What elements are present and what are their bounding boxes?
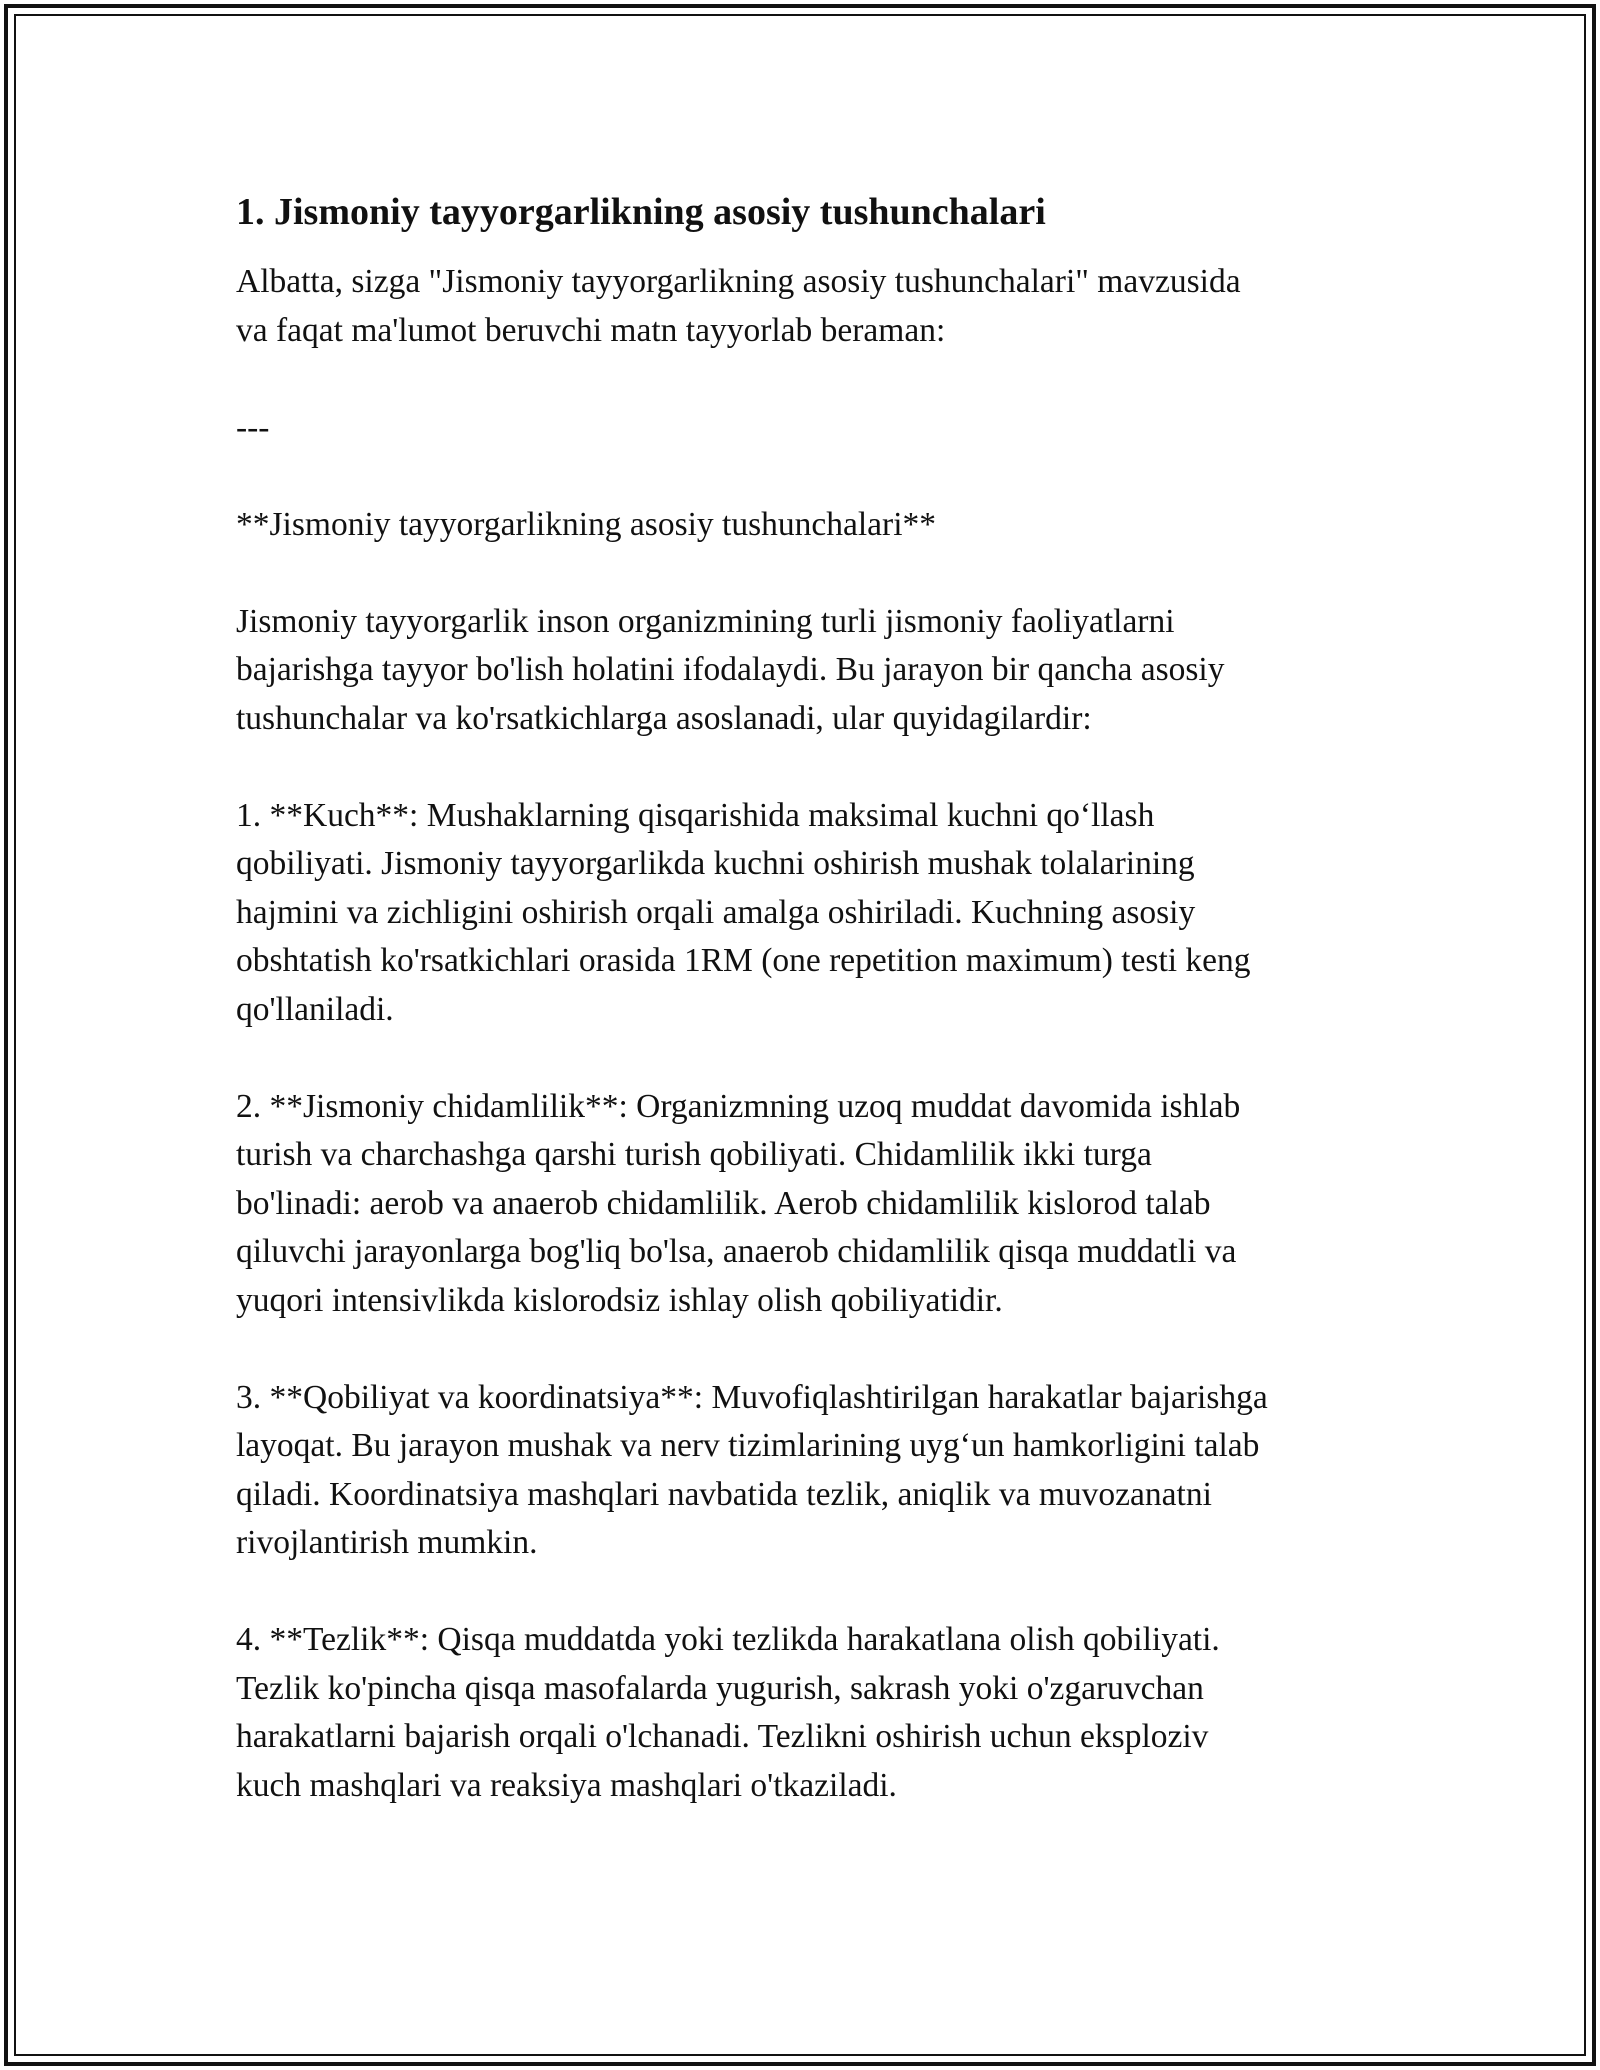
list-item-tezlik: 4. **Tezlik**: Qisqa muddatda yoki tezlikda harakatlana olish qobiliyati. Tezlik ko'pincha qisqa masofalarda yugurish, sakrash yoki o'zgaruvchan harakatlarni bajarish orqali o'lchanadi. Tezlikni oshirish uchun eksploziv kuch mashqlari va reaksiya mashqlari o'tkaziladi. <box>236 1621 1220 1804</box>
document-body <box>236 188 1366 1859</box>
list-item-kuch: 1. **Kuch**: Mushaklarning qisqarishida maksimal kuchni qo‘llash qobiliyati. Jismoniy tayyorgarlikda kuchni oshirish mushak tolalarining hajmini va zichligini oshirish orqali amalga oshiriladi. Kuchning asosiy obshtatish ko'rsatkichlari orasida 1RM (one repetition maximum) testi keng qo'llaniladi. <box>236 796 1251 1028</box>
list-item-koordinatsiya: 3. **Qobiliyat va koordinatsiya**: Muvofiqlashtirilgan harakatlar bajarishga layoqat. Bu jarayon mushak va nerv tizimlarining uyg‘un hamkorligini talab qiladi. Koordinatsiya mashqlari navbatida tezlik, aniqlik va muvozanatni rivojlantirish mumkin. <box>236 1378 1268 1561</box>
section-heading: 1. Jismoniy tayyorgarlikning asosiy tushunchalari <box>236 191 1046 233</box>
subtitle-paragraph: **Jismoniy tayyorgarlikning asosiy tushunchalari** <box>236 505 937 543</box>
separator-line: --- <box>236 408 270 446</box>
list-item-chidamlilik: 2. **Jismoniy chidamlilik**: Organizmning uzoq muddat davomida ishlab turish va charchashga qarshi turish qobiliyati. Chidamlilik ikki turga bo'linadi: aerob va anaerob chidamlilik. Aerob chidamlilik kislorod talab qiluvchi jarayonlarga bog'liq bo'lsa, anaerob chidamlilik qisqa muddatli va yuqori intensivlikda kislorodsiz ishlay olish qobiliyatidir. <box>236 1087 1241 1319</box>
intro-paragraph: Albatta, sizga "Jismoniy tayyorgarlikning asosiy tushunchalari" mavzusida va faqat ma'lumot beruvchi matn tayyorlab beraman: <box>236 263 1241 349</box>
overview-paragraph: Jismoniy tayyorgarlik inson organizmining turli jismoniy faoliyatlarni bajarishga tayyor bo'lish holatini ifodalaydi. Bu jarayon bir qancha asosiy tushunchalar va ko'rsatkichlarga asoslanadi, ular quyidagilardir: <box>236 602 1225 737</box>
